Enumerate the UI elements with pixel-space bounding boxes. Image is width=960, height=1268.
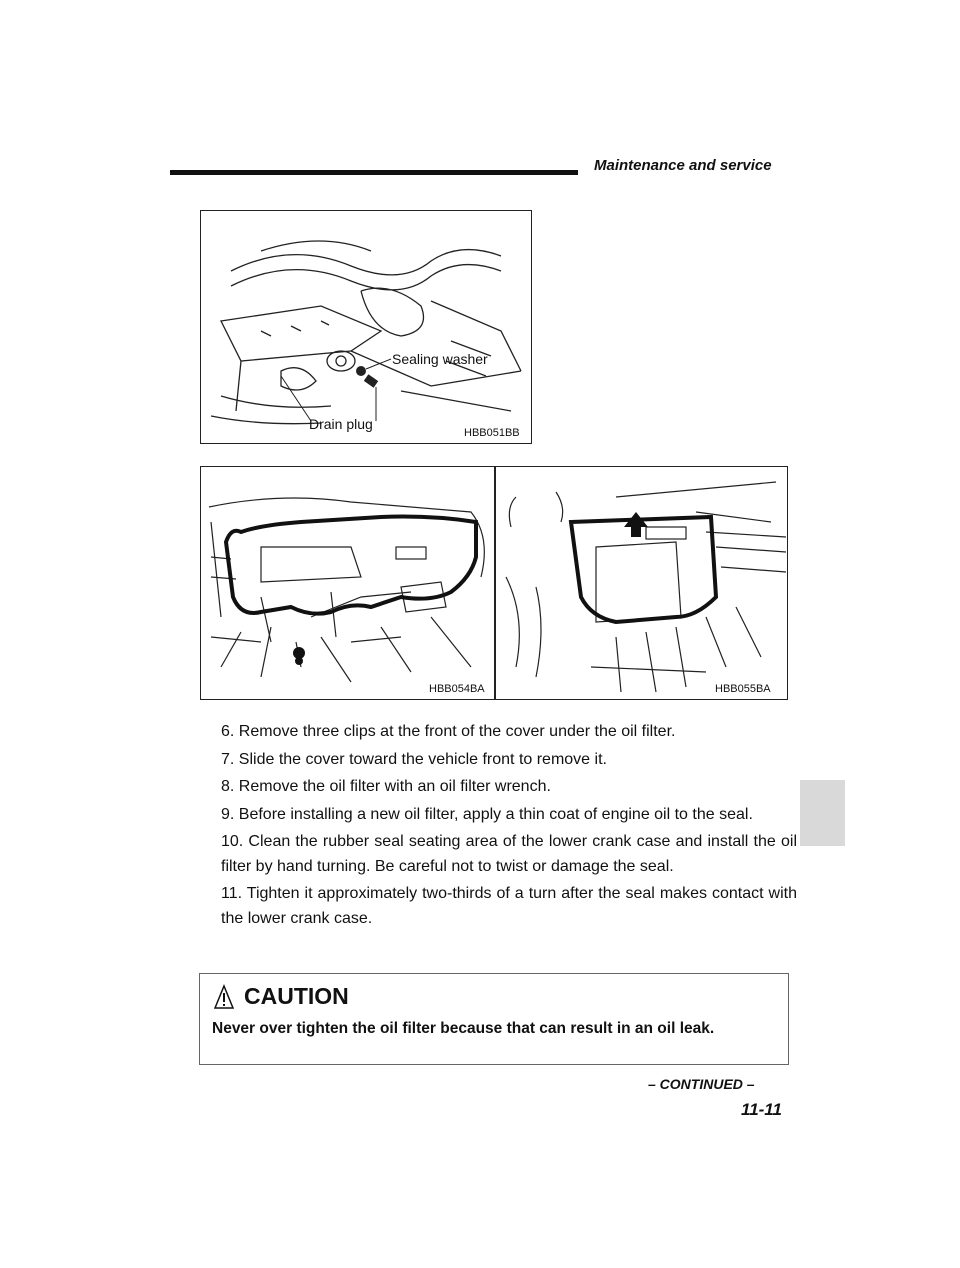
section-title: Maintenance and service: [594, 157, 772, 174]
step-item: 10. Clean the rubber seal seating area of the lower crank case and install the oil filter by hand turning. Be careful not to twist or damage the seal.: [221, 833, 797, 875]
chapter-tab: [800, 780, 845, 846]
procedure-steps: [221, 720, 797, 934]
step-item: 8. Remove the oil filter with an oil filter wrench.: [221, 778, 551, 795]
step-item: 9. Before installing a new oil filter, apply a thin coat of engine oil to the seal.: [221, 805, 753, 823]
figure-drain-plug: [200, 210, 532, 444]
warning-triangle-icon: [214, 984, 234, 1010]
callout-drain-plug: Drain plug: [309, 416, 373, 432]
cover-clips-illustration: [201, 467, 494, 699]
figure-under-cover: [200, 466, 788, 700]
figure-code: HBB051BB: [464, 427, 520, 439]
continued-label: – CONTINUED –: [648, 1076, 755, 1092]
step-item: 7. Slide the cover toward the vehicle front to remove it.: [221, 750, 607, 768]
cover-slide-illustration: [496, 467, 788, 699]
caution-title: CAUTION: [244, 983, 349, 1009]
step-item: 6. Remove three clips at the front of the cover under the oil filter.: [221, 723, 676, 740]
figure-code-left: HBB054BA: [429, 683, 485, 695]
caution-text: Never over tighten the oil filter because that can result in an oil leak.: [212, 1020, 715, 1037]
header-rule: [170, 170, 578, 175]
page-number: 11-11: [741, 1100, 782, 1119]
caution-header: [214, 982, 349, 1010]
caution-box: [199, 973, 789, 1065]
callout-sealing-washer: Sealing washer: [392, 351, 488, 367]
step-item: 11. Tighten it approximately two-thirds of a turn after the seal makes contact with the lower crank case.: [221, 885, 797, 927]
figure-code-right: HBB055BA: [715, 683, 771, 695]
drain-plug-illustration: [201, 211, 531, 443]
